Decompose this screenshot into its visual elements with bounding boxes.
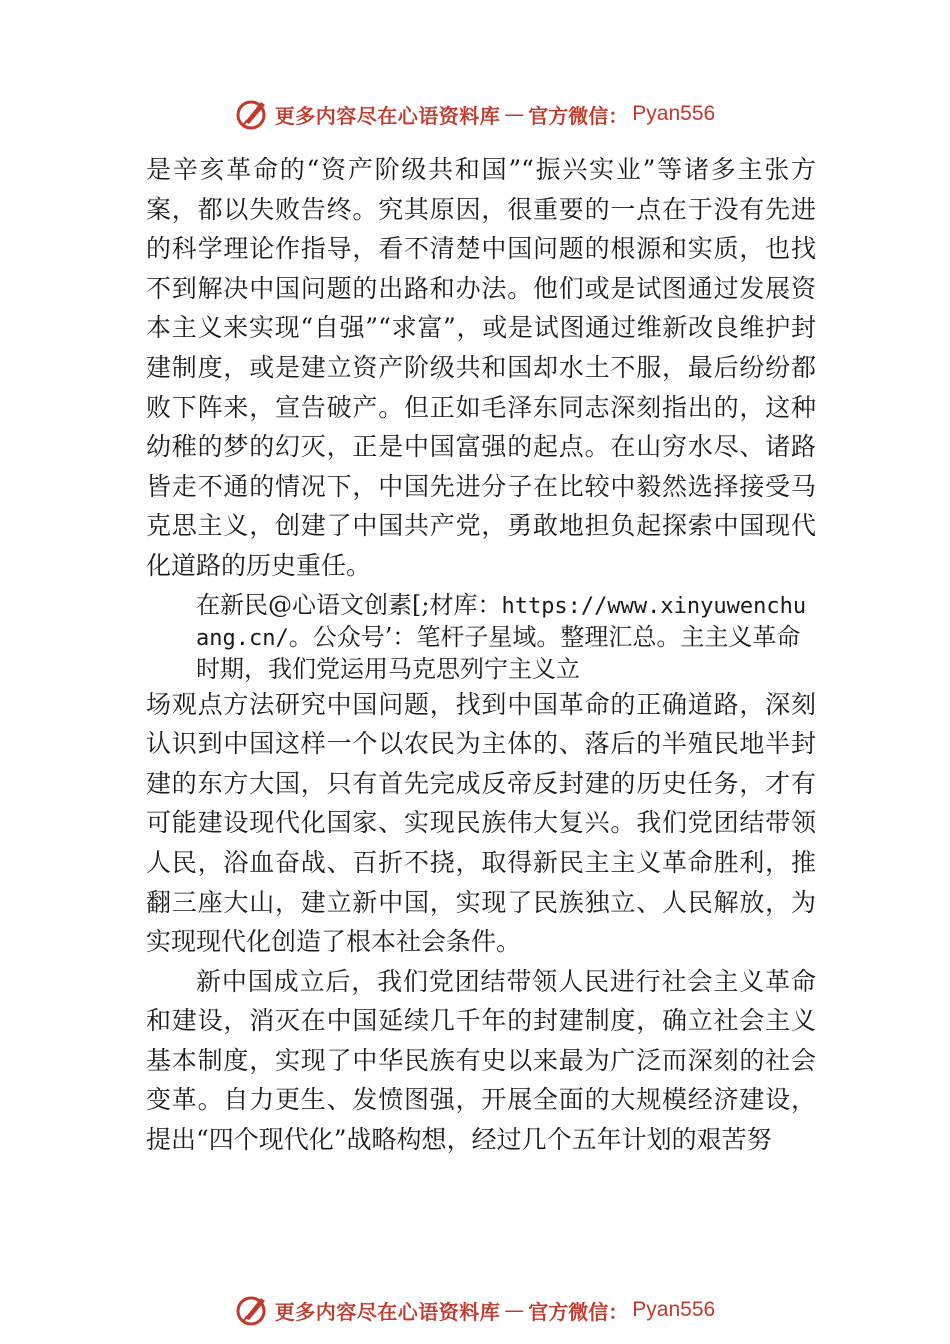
paragraph-1: 是辛亥革命的“资产阶级共和国”“振兴实业”等诸多主张方案，都以失败告终。究其原因，很重要的一点在于没有先进的科学理论作指导，看不清楚中国问题的根源和实质，也找不到解决中国问题的出路和办法。他们或是试图通过发展资本主义来实现“自强”“求富”，或是试图通过维新改良维护封建制度，或是建立资产阶级共和国却水土不服，最后纷纷都败下阵来，宣告破产。但正如毛泽东同志深刻指出的，这种幼稚的梦的幻灭，正是中国富强的起点。在山穷水尽、诸路皆走不通的情况下，中国先进分子在比较中毅然选择接受马克思主义，创建了中国共产党，勇敢地担负起探索中国现代化道路的历史重任。 [146,155,816,580]
footer-brand-text: 更多内容尽在心语资料库 [274,1299,501,1324]
paragraph-2-mid: 。公众号’：笔杆子星域。整理汇总。主主义革命时期，我们党运用马克思列宁主义立 [196,622,801,683]
footer-banner [0,1288,950,1332]
document-body [146,150,816,1160]
header-dash: — [504,102,525,126]
footer-banner-inner [235,1292,715,1328]
paragraph-2-mixed [146,590,816,685]
header-wechat-label: 官方微信： [528,103,629,128]
paragraph-2-prefix: 在新民@心语文创素[;材库： [196,590,502,619]
header-banner [0,92,950,136]
quill-logo-icon [235,1292,271,1328]
paragraph-2-rest: 场观点方法研究中国问题，找到中国革命的正确道路，深刻认识到中国这样一个以农民为主体的、落后的半殖民地半封建的东方大国，只有首先完成反帝反封建的历史任务，才有可能建设现代化国家、实现民族伟大复兴。我们党团结带领人民，浴血奋战、百折不挠，取得新民主主义革命胜利，推翻三座大山，建立新中国，实现了民族独立、人民解放，为实现现代化创造了根本社会条件。 [146,689,816,957]
header-brand-text: 更多内容尽在心语资料库 [274,103,501,128]
paragraph-3: 新中国成立后，我们党团结带领人民进行社会主义革命和建设，消灭在中国延续几千年的封建制度，确立社会主义基本制度，实现了中华民族有史以来最为广泛而深刻的社会变革。自力更生、发愤图强，开展全面的大规模经济建设， 提出“四个现代化”战略构想，经过几个五年计划的艰苦努 [146,966,816,1155]
paragraph-2-url: https://www.xinyuwenchuang.cn/ [196,593,807,651]
header-banner-inner [235,96,715,132]
footer-wechat-id: Pyan556 [632,1298,716,1321]
quill-logo-icon [235,96,271,132]
header-wechat-id: Pyan556 [632,102,716,125]
footer-wechat-label: 官方微信： [528,1299,629,1324]
footer-dash: — [504,1298,525,1322]
